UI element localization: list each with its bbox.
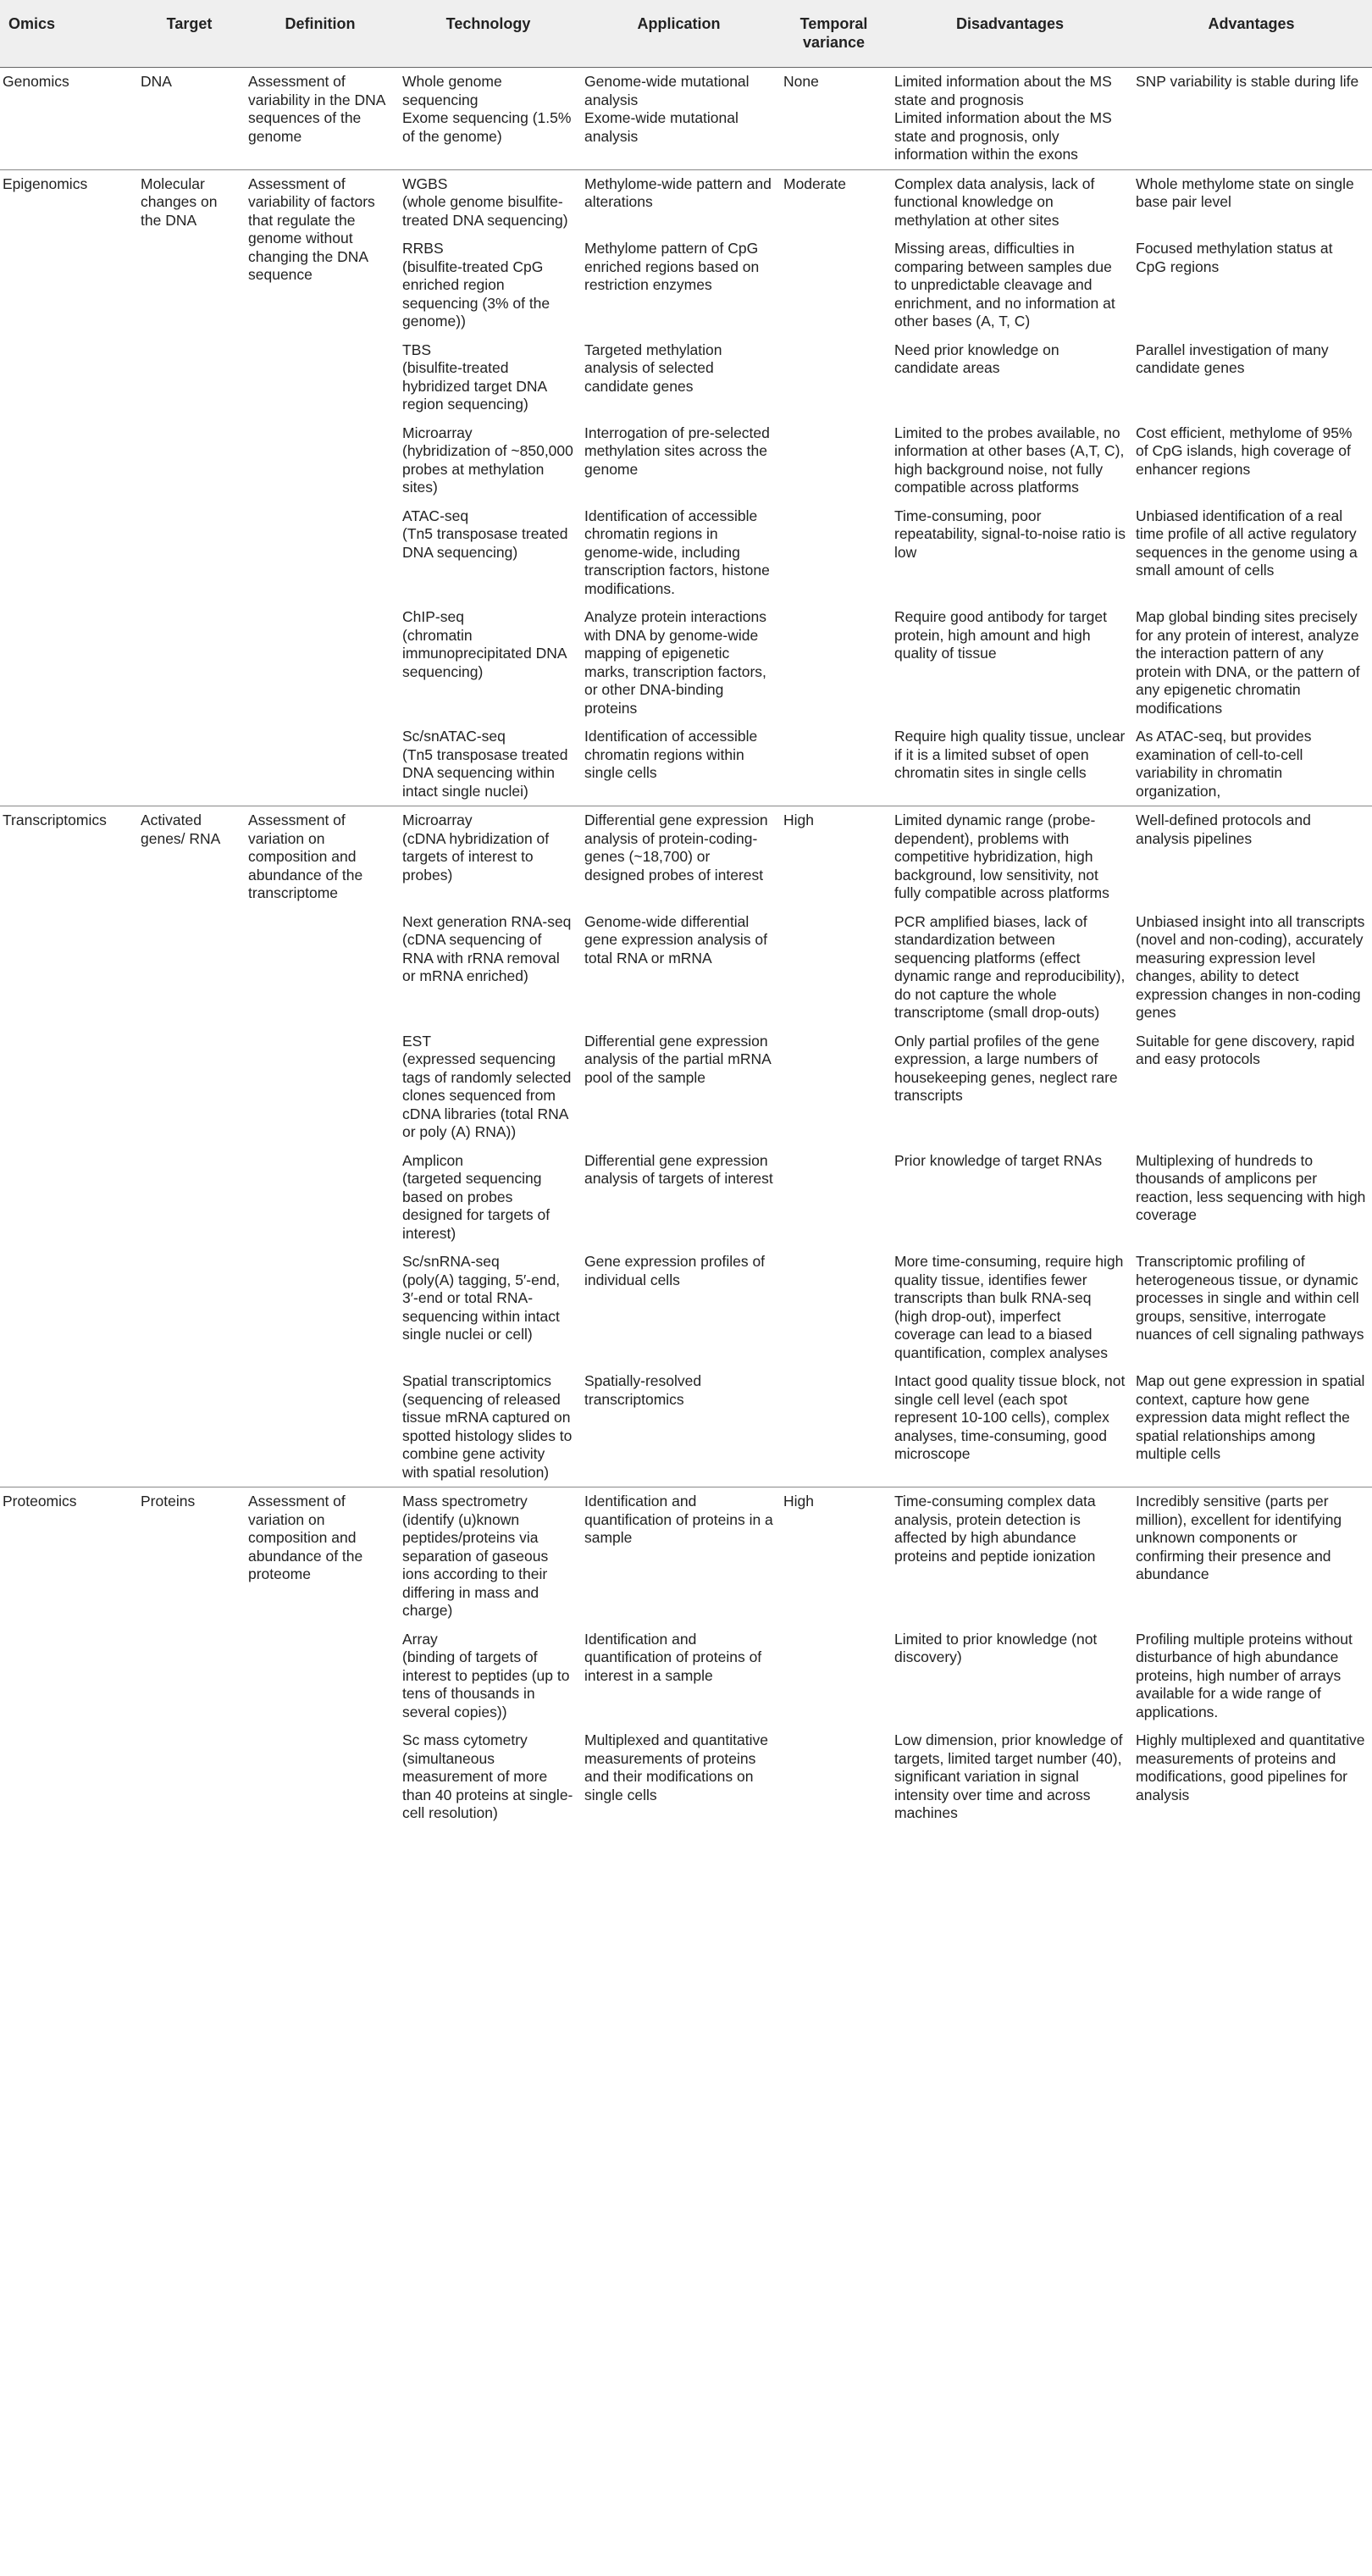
technology-cell: ATAC-seq (Tn5 transposase treated DNA sequencing) bbox=[402, 507, 568, 561]
temporal-variance-cell: High bbox=[778, 806, 889, 1487]
definition-cell: Assessment of variability in the DNA sequences of the genome bbox=[243, 68, 397, 170]
header-target: Target bbox=[136, 0, 243, 68]
application-cell: Differential gene expression analysis of the partial mRNA pool of the sample bbox=[584, 1032, 771, 1086]
header-omics: Omics bbox=[0, 0, 136, 68]
technology-cell: Microarray (hybridization of ~850,000 probes at methylation sites) bbox=[402, 424, 573, 496]
temporal-variance-cell: Moderate bbox=[778, 169, 889, 806]
technology-cell: Sc mass cytometry (simultaneous measurement of more than 40 proteins at single-cell resolution) bbox=[402, 1731, 573, 1821]
target-cell: Proteins bbox=[136, 1487, 243, 1828]
technology-cell: TBS (bisulfite-treated hybridized target DNA region sequencing) bbox=[402, 341, 547, 413]
disadvantages-cell: Prior knowledge of target RNAs bbox=[894, 1151, 1103, 1169]
technology-cell: EST (expressed sequencing tags of randomly selected clones sequenced from cDNA libraries (total RNA or poly (A) RNA)) bbox=[402, 1032, 572, 1140]
application-cell: Multiplexed and quantitative measurements of proteins and their modifications on single cells bbox=[584, 1731, 768, 1803]
application-cell: Methylome-wide pattern and alterations bbox=[579, 169, 778, 235]
header-temporal-variance: Temporal variance bbox=[778, 0, 889, 68]
disadvantages-cell: Limited dynamic range (probe-dependent), problems with competitive hybridization, high background, low sensitivity, not fully compatible across platforms bbox=[889, 806, 1131, 908]
technology-cell: Sc/snRNA-seq (poly(A) tagging, 5′-end, 3′-end or total RNA-sequencing within intact single nuclei or cell) bbox=[402, 1253, 561, 1343]
application-cell: Analyze protein interactions with DNA by genome-wide mapping of epigenetic marks, transcription factors, or other DNA-binding proteins bbox=[584, 608, 766, 717]
target-cell: DNA bbox=[136, 68, 243, 170]
technology-cell: Microarray (cDNA hybridization of targets of interest to probes) bbox=[397, 806, 579, 908]
header-advantages: Advantages bbox=[1131, 0, 1372, 68]
table-header bbox=[0, 0, 1372, 68]
advantages-cell: SNP variability is stable during life bbox=[1131, 68, 1372, 170]
header-technology: Technology bbox=[397, 0, 579, 68]
advantages-cell: Parallel investigation of many candidate genes bbox=[1136, 341, 1329, 376]
disadvantages-cell: Missing areas, difficulties in comparing between samples due to unpredictable cleavage and enrichment, and no information at other bases (A, T, C) bbox=[894, 240, 1115, 330]
header-disadvantages: Disadvantages bbox=[889, 0, 1131, 68]
application-cell: Identification of accessible chromatin regions within single cells bbox=[584, 728, 758, 781]
technology-cell: RRBS (bisulfite-treated CpG enriched region sequencing (3% of the genome)) bbox=[402, 240, 550, 330]
disadvantages-cell: Complex data analysis, lack of functional knowledge on methylation at other sites bbox=[889, 169, 1131, 235]
technology-cell: Mass spectrometry (identify (u)known peptides/proteins via separation of gaseous ions according to their differing in mass and charge) bbox=[397, 1487, 579, 1626]
omics-cell: Epigenomics bbox=[0, 169, 136, 806]
header-definition: Definition bbox=[243, 0, 397, 68]
technology-cell: Amplicon (targeted sequencing based on probes designed for targets of interest) bbox=[402, 1151, 550, 1242]
disadvantages-cell: PCR amplified biases, lack of standardization between sequencing platforms (effect dynamic range and reproducibility), do not capture the whole transcriptome (small drop-outs) bbox=[894, 912, 1126, 1021]
disadvantages-cell: Time-consuming, poor repeatability, signal-to-noise ratio is low bbox=[894, 507, 1126, 561]
technology-cell: Whole genome sequencing Exome sequencing (1.5% of the genome) bbox=[397, 68, 579, 170]
application-cell: Spatially-resolved transcriptomics bbox=[584, 1372, 702, 1408]
table-row bbox=[0, 68, 1372, 170]
disadvantages-cell: Time-consuming complex data analysis, protein detection is affected by high abundance proteins and peptide ionization bbox=[889, 1487, 1131, 1626]
advantages-cell: Transcriptomic profiling of heterogeneous tissue, or dynamic processes in single and within cell groups, sensitive, interrogate nuances of cell signaling pathways bbox=[1136, 1253, 1364, 1343]
advantages-cell: As ATAC-seq, but provides examination of cell-to-cell variability in chromatin organization, bbox=[1136, 728, 1312, 800]
temporal-variance-cell: High bbox=[778, 1487, 889, 1828]
application-cell: Targeted methylation analysis of selected candidate genes bbox=[584, 341, 722, 395]
technology-cell: Spatial transcriptomics (sequencing of released tissue mRNA captured on spotted histology slides to combine gene activity with spatial resolution) bbox=[402, 1372, 573, 1481]
target-cell: Molecular changes on the DNA bbox=[136, 169, 243, 806]
disadvantages-cell: Limited information about the MS state and prognosis Limited information about the MS state and prognosis, only information within the exons bbox=[889, 68, 1131, 170]
temporal-variance-cell: None bbox=[778, 68, 889, 170]
application-cell: Differential gene expression analysis of protein-coding-genes (~18,700) or designed probes of interest bbox=[579, 806, 778, 908]
advantages-cell: Profiling multiple proteins without disturbance of high abundance proteins, high number of arrays available for a wide range of applications. bbox=[1136, 1630, 1353, 1720]
table-row bbox=[0, 806, 1372, 908]
table-row bbox=[0, 169, 1372, 235]
disadvantages-cell: More time-consuming, require high quality tissue, identifies fewer transcripts than bulk RNA-seq (high drop-out), imperfect coverage can lead to a biased quantification, complex analyses bbox=[894, 1253, 1124, 1361]
disadvantages-cell: Low dimension, prior knowledge of targets, limited target number (40), significant variation in signal intensity over time and across machines bbox=[894, 1731, 1123, 1821]
definition-cell: Assessment of variability of factors that regulate the genome without changing the DNA sequence bbox=[243, 169, 397, 806]
technology-cell: Array (binding of targets of interest to peptides (up to tens of thousands in several copies)) bbox=[402, 1630, 570, 1720]
disadvantages-cell: Intact good quality tissue block, not single cell level (each spot represent 10-100 cells), complex analyses, time-consuming, good microscope bbox=[894, 1372, 1126, 1462]
advantages-cell: Whole methylome state on single base pair level bbox=[1131, 169, 1372, 235]
advantages-cell: Suitable for gene discovery, rapid and easy protocols bbox=[1136, 1032, 1355, 1067]
application-cell: Genome-wide differential gene expression analysis of total RNA or mRNA bbox=[584, 912, 767, 967]
omics-cell: Genomics bbox=[0, 68, 136, 170]
advantages-cell: Cost efficient, methylome of 95% of CpG islands, high coverage of enhancer regions bbox=[1136, 424, 1353, 478]
application-cell: Identification and quantification of proteins in a sample bbox=[579, 1487, 778, 1626]
application-cell: Identification of accessible chromatin regions in genome-wide, including transcription factors, histone modifications. bbox=[584, 507, 770, 597]
header-row bbox=[0, 0, 1372, 68]
technology-cell: Sc/snATAC-seq (Tn5 transposase treated DNA sequencing within intact single nuclei) bbox=[402, 728, 568, 800]
application-cell: Identification and quantification of proteins of interest in a sample bbox=[584, 1630, 762, 1684]
technology-cell: ChIP-seq (chromatin immunoprecipitated DNA sequencing) bbox=[402, 608, 567, 680]
table-body bbox=[0, 68, 1372, 1828]
advantages-cell: Highly multiplexed and quantitative measurements of proteins and modifications, good pipelines for analysis bbox=[1136, 1731, 1365, 1803]
advantages-cell: Unbiased identification of a real time profile of all active regulatory sequences in the genome using a small amount of cells bbox=[1136, 507, 1358, 579]
disadvantages-cell: Limited to prior knowledge (not discovery) bbox=[894, 1630, 1098, 1665]
omics-cell: Proteomics bbox=[0, 1487, 136, 1828]
advantages-cell: Unbiased insight into all transcripts (novel and non-coding), accurately measuring expression level changes, ability to detect expression changes in non-coding genes bbox=[1136, 912, 1365, 1021]
application-cell: Interrogation of pre-selected methylation sites across the genome bbox=[584, 424, 770, 478]
table-row bbox=[0, 1487, 1372, 1626]
advantages-cell: Multiplexing of hundreds to thousands of amplicons per reaction, less sequencing with high coverage bbox=[1136, 1151, 1366, 1223]
disadvantages-cell: Limited to the probes available, no information at other bases (A,T, C), high background noise, not fully compatible across platforms bbox=[894, 424, 1125, 496]
target-cell: Activated genes/ RNA bbox=[136, 806, 243, 1487]
definition-cell: Assessment of variation on composition and abundance of the transcriptome bbox=[243, 806, 397, 1487]
technology-cell: Next generation RNA-seq (cDNA sequencing of RNA with rRNA removal or mRNA enriched) bbox=[402, 912, 572, 984]
advantages-cell: Focused methylation status at CpG regions bbox=[1136, 240, 1333, 275]
disadvantages-cell: Require high quality tissue, unclear if it is a limited subset of open chromatin sites in single cells bbox=[894, 728, 1126, 781]
disadvantages-cell: Require good antibody for target protein, high amount and high quality of tissue bbox=[894, 608, 1107, 662]
advantages-cell: Map out gene expression in spatial context, capture how gene expression data might reflect the spatial relationships among multiple cells bbox=[1136, 1372, 1365, 1462]
disadvantages-cell: Need prior knowledge on candidate areas bbox=[894, 341, 1059, 376]
definition-cell: Assessment of variation on composition and abundance of the proteome bbox=[243, 1487, 397, 1828]
advantages-cell: Map global binding sites precisely for any protein of interest, analyze the interaction pattern of any protein with DNA, or the pattern of any epigenetic chromatin modifications bbox=[1136, 608, 1360, 717]
omics-cell: Transcriptomics bbox=[0, 806, 136, 1487]
advantages-cell: Well-defined protocols and analysis pipelines bbox=[1131, 806, 1372, 908]
application-cell: Differential gene expression analysis of targets of interest bbox=[584, 1151, 773, 1187]
application-cell: Methylome pattern of CpG enriched regions based on restriction enzymes bbox=[584, 240, 760, 293]
header-application: Application bbox=[579, 0, 778, 68]
technology-cell: WGBS (whole genome bisulfite-treated DNA sequencing) bbox=[397, 169, 579, 235]
disadvantages-cell: Only partial profiles of the gene expression, a large numbers of housekeeping genes, neglect rare transcripts bbox=[894, 1032, 1118, 1104]
application-cell: Gene expression profiles of individual cells bbox=[584, 1253, 766, 1288]
advantages-cell: Incredibly sensitive (parts per million), excellent for identifying unknown components or confirming their presence and abundance bbox=[1131, 1487, 1372, 1626]
application-cell: Genome-wide mutational analysis Exome-wide mutational analysis bbox=[579, 68, 778, 170]
